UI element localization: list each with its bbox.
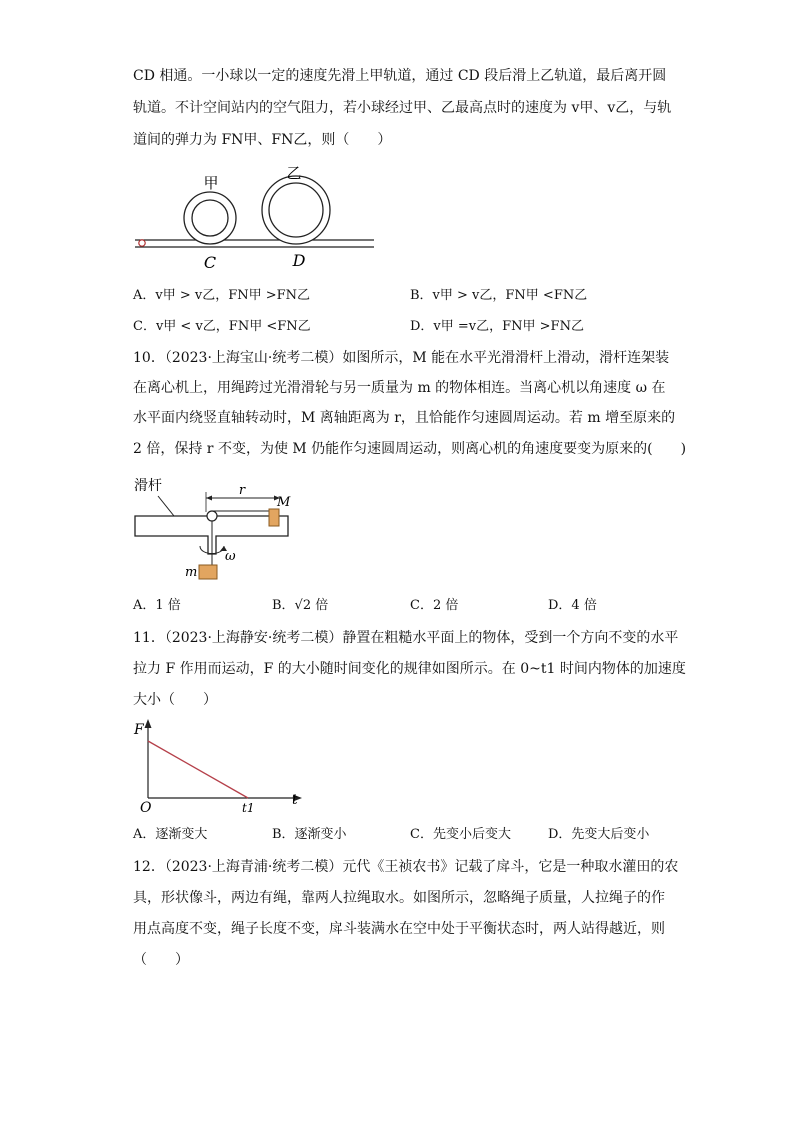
t1-label: t1: [242, 801, 255, 815]
q11-option-d: D．先变大后变小: [548, 827, 650, 842]
q9-track-figure: [130, 158, 380, 273]
force-line: [148, 741, 248, 798]
origin-label: O: [140, 800, 152, 816]
q10-line-4: 2 倍，保持 r 不变，为使 M 仍能作匀速圆周运动，则离心机的角速度要变为原来的( ): [133, 441, 687, 457]
t-axis-label: t: [292, 792, 298, 808]
m-label: m: [185, 565, 198, 580]
r-label: r: [238, 483, 246, 498]
q11-option-b: B．逐渐变小: [272, 827, 347, 842]
label-jia: 甲: [203, 174, 219, 192]
q10-option-d: D．4 倍: [548, 598, 597, 613]
q9-line-2: 轨道。不计空间站内的空气阻力，若小球经过甲、乙最高点时的速度为 v甲、v乙，与轨: [133, 100, 672, 116]
q11-option-a: A．逐渐变大: [133, 827, 208, 842]
q11-line-3: 大小（ ）: [133, 692, 217, 708]
q10-line-3: 水平面内绕竖直轴转动时，M 离轴距离为 r，且恰能作匀速圆周运动。若 m 增至原来的: [133, 410, 676, 426]
pulley: [207, 511, 217, 521]
q11-option-c: C．先变小后变大: [410, 827, 511, 842]
q10-line-2: 在离心机上，用绳跨过光滑滑轮与另一质量为 m 的物体相连。当离心机以角速度 ω 在: [133, 380, 666, 396]
q10-option-b: B．√2 倍: [272, 598, 329, 613]
q9-line-3: 道间的弹力为 FN甲、FN乙，则（ ）: [133, 132, 392, 148]
q9-option-d: D．v甲 =v乙，FN甲 >FN乙: [410, 319, 584, 334]
label-c: C: [203, 253, 217, 272]
ball: [139, 240, 145, 246]
F-axis-label: F: [134, 722, 144, 738]
omega-label: ω: [225, 549, 236, 564]
q12-line-2: 具，形状像斗，两边有绳，靠两人拉绳取水。如图所示，忽略绳子质量，人拉绳子的作: [133, 890, 665, 906]
rod-label: 滑杆: [134, 478, 162, 494]
q11-line-2: 拉力 F 作用而运动，F 的大小随时间变化的规律如图所示。在 0~t1 时间内物体的加速度: [133, 661, 686, 677]
M-label: M: [277, 495, 291, 510]
track-yi-inner: [269, 183, 323, 237]
q10-line-1: 10．（2023·上海宝山·统考二模）如图所示，M 能在水平光滑滑杆上滑动，滑杆连架装: [133, 350, 670, 366]
q10-centrifuge-figure: [130, 472, 300, 584]
q9-option-b: B．v甲 > v乙，FN甲 <FN乙: [410, 288, 588, 303]
q11-line-1: 11．（2023·上海静安·统考二模）静置在粗糙水平面上的物体，受到一个方向不变的水平: [133, 630, 679, 646]
block-m: [199, 565, 217, 579]
label-yi: 乙: [286, 164, 302, 182]
q10-option-a: A．1 倍: [133, 598, 181, 613]
q9-option-c: C．v甲 < v乙，FN甲 <FN乙: [133, 319, 311, 334]
block-M: [269, 509, 279, 526]
q12-line-1: 12．（2023·上海青浦·统考二模）元代《王祯农书》记载了戽斗，它是一种取水灌田的农: [133, 859, 679, 875]
label-d: D: [292, 251, 306, 270]
q10-option-c: C．2 倍: [410, 598, 459, 613]
q11-force-graph: [130, 716, 310, 816]
track-jia-inner: [192, 200, 228, 236]
q9-option-a: A．v甲 > v乙，FN甲 >FN乙: [133, 288, 311, 303]
q12-line-3: 用点高度不变，绳子长度不变，戽斗装满水在空中处于平衡状态时，两人站得越近，则: [133, 921, 665, 937]
q12-line-4: （ ）: [133, 952, 189, 968]
q9-line-1: CD 相通。一小球以一定的速度先滑上甲轨道，通过 CD 段后滑上乙轨道，最后离开圆: [133, 68, 667, 84]
